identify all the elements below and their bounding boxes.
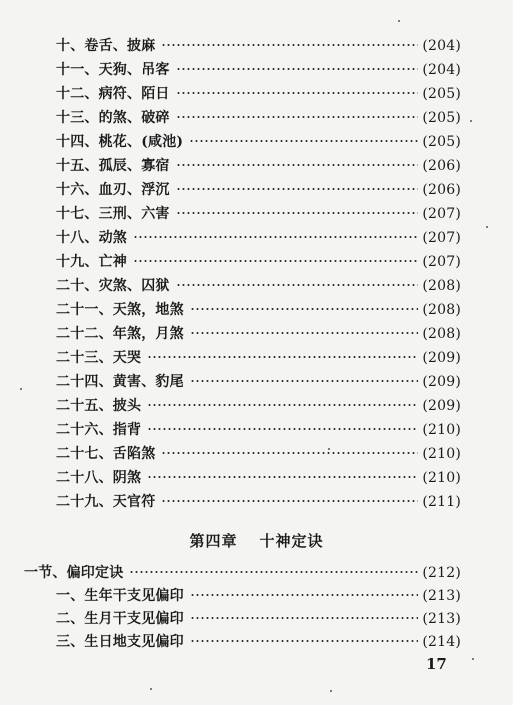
toc-entry[interactable] [56, 467, 461, 489]
toc-entry-title: 二十六、指背 [56, 422, 142, 438]
toc-entry[interactable] [56, 419, 461, 441]
toc-entry[interactable] [56, 275, 461, 297]
toc-entry-page: (209) [422, 350, 461, 366]
toc-entry-page: (210) [422, 470, 461, 486]
toc-entry[interactable] [56, 251, 461, 273]
toc-entry-title: 十一、天狗、吊客 [56, 62, 170, 78]
toc-entry[interactable] [56, 227, 461, 249]
dot-leader [176, 163, 419, 167]
toc-entry-title: 二十一、天煞，地煞 [56, 302, 184, 318]
toc-entry-title: 十八、动煞 [56, 230, 127, 246]
toc-entry[interactable] [56, 347, 461, 369]
scan-speck [470, 120, 472, 122]
toc-entry-page: (205) [422, 110, 461, 126]
dot-leader [190, 307, 419, 311]
dot-leader [147, 403, 418, 407]
dot-leader [190, 331, 419, 335]
toc-entry-page: (205) [422, 134, 461, 150]
toc-subentry-title: 一、生年干支见偏印 [56, 588, 184, 604]
toc-entry[interactable] [56, 155, 461, 177]
toc-entry-title: 二十四、黄害、豹尾 [56, 374, 184, 390]
dot-leader [176, 211, 419, 215]
toc-entry[interactable] [56, 299, 461, 321]
dot-leader [147, 475, 418, 479]
toc-entry[interactable] [56, 203, 461, 225]
dot-leader [190, 593, 419, 597]
toc-entry[interactable] [56, 395, 461, 417]
toc-entry-page: (209) [422, 374, 461, 390]
toc-entry[interactable] [56, 83, 461, 105]
toc-entry-title: 十三、的煞、破碎 [56, 110, 170, 126]
dot-leader [176, 115, 419, 119]
toc-entry[interactable] [56, 179, 461, 201]
toc-section-entry[interactable] [24, 562, 461, 584]
toc-entry-title: 二十三、天哭 [56, 350, 142, 366]
toc-subentry-page: (214) [422, 634, 461, 650]
toc-entry[interactable] [56, 371, 461, 393]
toc-entry-title: 十七、三刑、六害 [56, 206, 170, 222]
toc-entry-page: (207) [422, 230, 461, 246]
dot-leader [147, 355, 418, 359]
dot-leader [161, 43, 418, 47]
toc-entry-page: (209) [422, 398, 461, 414]
toc-entry-title: 十六、血刃、浮沉 [56, 182, 170, 198]
toc-entry-page: (208) [422, 326, 461, 342]
toc-subentry-page: (213) [422, 611, 461, 627]
scan-speck [20, 388, 22, 390]
toc-entry-title: 十四、桃花、(咸池) [56, 134, 184, 150]
toc-subentry[interactable] [56, 585, 461, 607]
dot-leader [133, 259, 418, 263]
toc-entry[interactable] [56, 323, 461, 345]
scan-speck [486, 226, 488, 228]
toc-entry[interactable] [56, 35, 461, 57]
toc-entry[interactable] [56, 131, 461, 153]
toc-subentry[interactable] [56, 631, 461, 653]
toc-entry-title: 二十七、舌陷煞 [56, 446, 156, 462]
chapter-number: 第四章 [189, 532, 238, 550]
dot-leader [161, 451, 418, 455]
dot-leader [190, 616, 419, 620]
toc-entry-title: 十二、病符、陌日 [56, 86, 170, 102]
toc-entry-title: 十、卷舌、披麻 [56, 38, 156, 54]
toc-subentry-title: 二、生月干支见偏印 [56, 611, 184, 627]
dot-leader [133, 235, 418, 239]
toc-entry-title: 十九、亡神 [56, 254, 127, 270]
toc-subentry-title: 三、生日地支见偏印 [56, 634, 184, 650]
toc-entry-page: (205) [422, 86, 461, 102]
toc-entry-page: (206) [422, 158, 461, 174]
toc-entry[interactable] [56, 491, 461, 513]
dot-leader [129, 570, 418, 574]
toc-entry-page: (211) [422, 494, 461, 510]
scan-speck [328, 448, 330, 450]
dot-leader [189, 139, 418, 143]
toc-entry-title: 二十九、天官符 [56, 494, 156, 510]
toc-entry-title: 二十八、阴煞 [56, 470, 142, 486]
scan-speck [398, 20, 400, 22]
chapter-heading [0, 530, 513, 551]
scan-speck [472, 658, 474, 660]
dot-leader [176, 187, 419, 191]
toc-section-page: (212) [422, 565, 461, 581]
dot-leader [176, 67, 419, 71]
dot-leader [176, 91, 419, 95]
toc-entry-title: 十五、孤辰、寡宿 [56, 158, 170, 174]
toc-entry-page: (207) [422, 254, 461, 270]
toc-section-title: 一节、偏印定诀 [24, 565, 124, 581]
toc-entry-page: (210) [422, 422, 461, 438]
toc-entry-page: (204) [422, 62, 461, 78]
dot-leader [161, 499, 418, 503]
toc-entry-page: (208) [422, 278, 461, 294]
toc-entry-page: (210) [422, 446, 461, 462]
toc-entry-page: (208) [422, 302, 461, 318]
dot-leader [176, 283, 419, 287]
toc-subentry[interactable] [56, 608, 461, 630]
toc-entry[interactable] [56, 59, 461, 81]
toc-entry[interactable] [56, 107, 461, 129]
dot-leader [190, 379, 419, 383]
dot-leader [190, 639, 419, 643]
toc-entry-page: (206) [422, 182, 461, 198]
chapter-title: 十神定诀 [259, 532, 324, 550]
toc-entry-page: (204) [422, 38, 461, 54]
scan-speck [330, 690, 332, 692]
toc-entry[interactable] [56, 443, 461, 465]
toc-entry-title: 二十、灾煞、囚狱 [56, 278, 170, 294]
toc-entry-title: 二十二、年煞，月煞 [56, 326, 184, 342]
scan-speck [150, 688, 152, 690]
page-number: 17 [426, 655, 447, 673]
toc-entry-page: (207) [422, 206, 461, 222]
dot-leader [147, 427, 418, 431]
toc-subentry-page: (213) [422, 588, 461, 604]
toc-entry-title: 二十五、披头 [56, 398, 142, 414]
